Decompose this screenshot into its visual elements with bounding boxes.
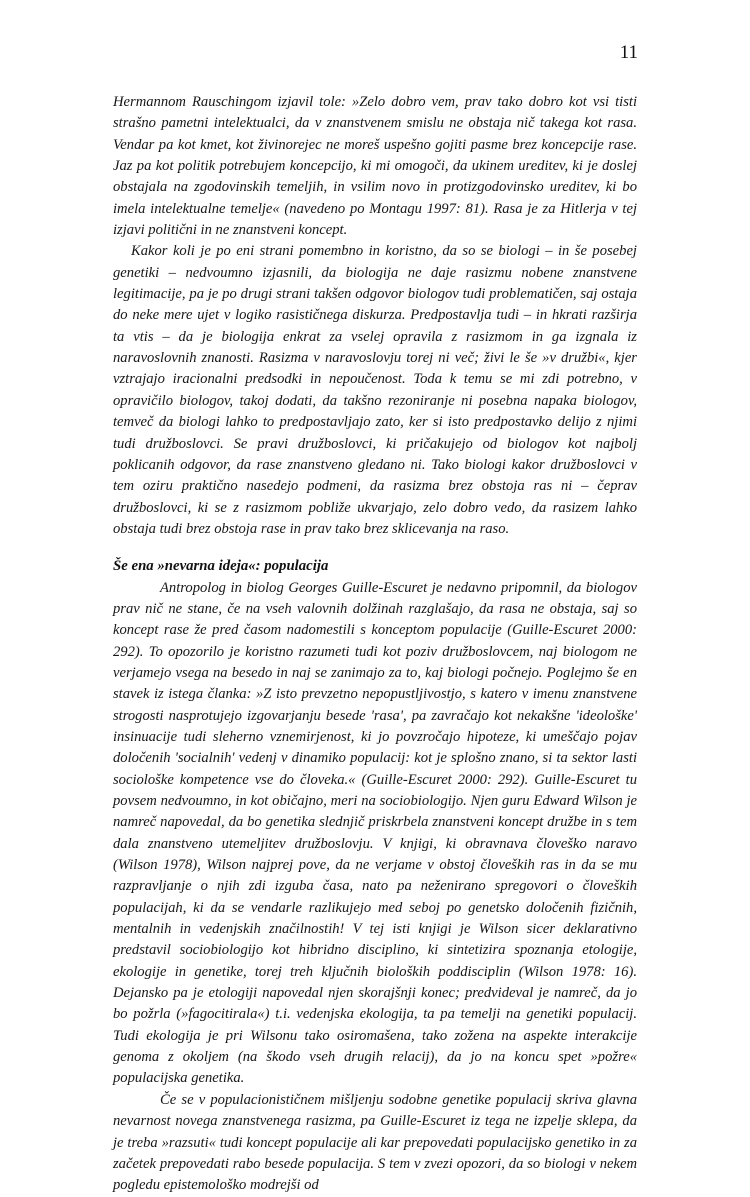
paragraph: Kakor koli je po eni strani pomembno in koristno, da so se biologi – in še posebej genetiki – nedvoumno izjasnili, da biologija ne daje rasizmu nobene znanstvene legitimacije, pa je po drugi strani takšen odgovor biologov tudi problematičen, saj ostaja do neke mere ujet v logiko rasističnega diskurza. Predpostavlja tudi – in hkrati razširja ta vtis – da je biologija enkrat za vselej opravila z rasizmom in ga izgnala iz naravoslovnih znanosti. Rasizma v naravoslovju torej ni več; živi le še »v družbi«, kjer vztrajajo iracionalni predsodki in nepoučenost. Toda k temu se mi zdi potrebno, v opravičilo biologov, takoj dodati, da takšno rezoniranje ni posebna napaka biologov, temveč da biologi lahko to predpostavljajo zato, ker si isto predpostavko delijo z njimi tudi družboslovci. Se pravi družboslovci, ki pričakujejo od biologov kot najbolj poklicanih odgovor, da rase znanstveno gledano ni. Tako biologi kakor družboslovci v tem oziru praktično nasedejo podmeni, da rasizma brez obstoja ras ni – čeprav družboslovci, ki se z rasizmom pobliže ukvarjajo, zelo dobro vedo, da rasizem lahko obstaja tudi brez obstoja rase in prav tako brez sklicevanja na raso. [113, 243, 637, 537]
paragraph: Antropolog in biolog Georges Guille-Escuret je nedavno pripomnil, da biologov prav nič ne stane, če na vseh valovnih dolžinah razglašajo, da rasa ne obstaja, saj so koncept rase že pred časom nadomestili s konceptom populacije (Guille-Escuret 2000: 292). To opozorilo je koristno razumeti tudi kot poziv družboslovcem, naj biologom ne verjamejo vsega na besedo in naj se zanimajo za to, kaj biologi počnejo. Poglejmo še en stavek iz istega članka: »Z isto prevzetno nepopustljivostjo, s katero v imenu znanstvene strogosti nasprotujejo izgovarjanju besede 'rasa', pa zavračajo kot nekakšne 'ideološke' insinuacije tudi sleherno vznemirjenost, ki jo povzročajo hipoteze, ki umeščajo pojav določenih 'socialnih' vedenj v dinamiko populacij: kot je splošno znano, si ta sektor lasti sociološke kompetence vse do človeka.« (Guille-Escuret 2000: 292). Guille-Escuret tu povsem nedvoumno, in kot običajno, meri na sociobiologijo. Njen guru Edward Wilson je namreč napovedal, da bo genetika slednjič priskrbela znanstveni koncept družbe in s tem dala znanstveno utemeljitev družboslovju. V knjigi, ki obravnava človeško naravo (Wilson 1978), Wilson najprej pove, da ne verjame v obstoj človeških ras in da se mu razpravljanje o njih zdi izguba časa, nato pa neženirano spregovori o človeških populacijah, ki da se vendarle razlikujejo med seboj po genetsko določenih fizičnih, mentalnih in vedenjskih značilnostih! V tej isti knjigi je Wilson sicer deklarativno predstavil sociobiologijo kot hibridno disciplino, ki sintetizira spoznanja etologije, ekologije in genetike, torej treh ključnih bioloških poddisciplin (Wilson 1978: 16). Dejansko pa je etologiji napovedal njen skorajšnji konec; predvideval je namreč, da jo bo požrla (»fagocitirala«) t.i. vedenjska ekologija, ta pa temelji na genetiki populacij. Tudi ekologija je pri Wilsonu tako osiromašena, tako zožena na aspekte interakcije genoma z okoljem (na škodo vseh drugih relacij), da jo na koncu spet »požre« populacijska genetika. [113, 579, 637, 1087]
page-number: 11 [619, 42, 638, 63]
section-heading: Še ena »nevarna ideja«: populacija [113, 558, 329, 575]
paragraph-continued: Hermannom Rauschingom izjavil tole: »Zelo dobro vem, prav tako dobro kot vsi tisti strašno pametni intelektualci, da v znanstvenem smislu ne obstaja nič takega kot rasa. Vendar pa kot kmet, kot živinorejec ne moreš uspešno gojiti pasme brez koncepcije rase. Jaz pa kot politik potrebujem koncepcijo, ki mi omogoči, da ukinem ureditev, ki je doslej obstajala na zgodovinskih temeljih, in vsilim novo in protizgodovinsko ureditev, ki bo imela intelektualne temelje« (navedeno po Montagu 1997: 81). Rasa je za Hitlerja v tej izjavi politični in ne znanstveni koncept. [113, 94, 637, 239]
document-body [113, 92, 637, 1197]
paragraph: Če se v populacionističnem mišljenju sodobne genetike populacij skriva glavna nevarnost novega znanstvenega rasizma, pa Guille-Escuret iz tega ne izpelje sklepa, da je treba »razsuti« tudi koncept populacije ali kar prepovedati populacijsko genetiko in za začetek prepovedati rabo besede populacija. S tem v zvezi opozori, da so biologi v nekem pogledu epistemološko modrejši od [113, 1091, 637, 1194]
